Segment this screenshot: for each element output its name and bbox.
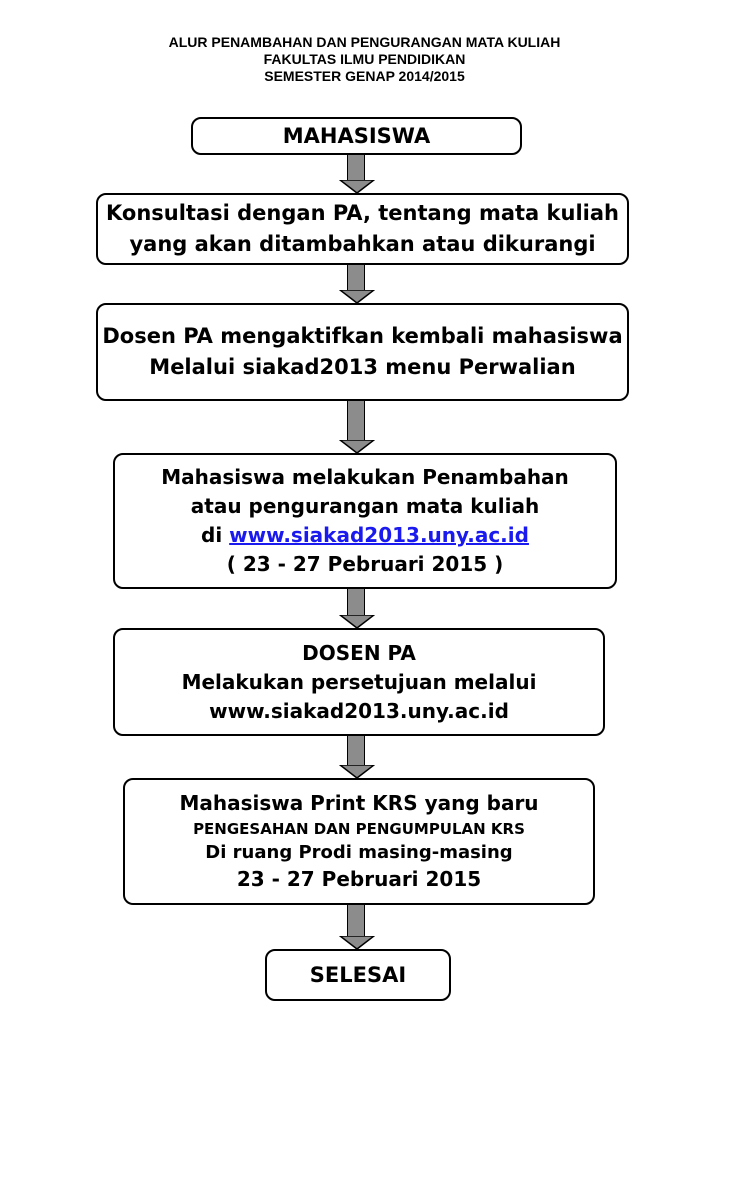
end-label: SELESAI bbox=[309, 962, 407, 987]
arrow-down-5 bbox=[339, 736, 375, 779]
arrow-down-4 bbox=[339, 589, 375, 629]
step-course-change-line2: atau pengurangan mata kuliah bbox=[190, 494, 540, 518]
step-activation-line2: Melalui siakad2013 menu Perwalian bbox=[149, 355, 576, 379]
step-course-change-prefix: di bbox=[201, 523, 230, 547]
step-consultation-line1: Konsultasi dengan PA, tentang mata kuliah bbox=[106, 201, 619, 225]
siakad-link[interactable]: www.siakad2013.uny.ac.id bbox=[229, 523, 529, 547]
end-box bbox=[265, 949, 451, 1001]
step-print-krs-line2: PENGESAHAN DAN PENGUMPULAN KRS bbox=[193, 820, 525, 838]
arrow-down-1 bbox=[339, 155, 375, 194]
start-box bbox=[191, 117, 522, 155]
header-semester: SEMESTER GENAP 2014/2015 bbox=[264, 68, 465, 84]
step-print-krs-line1: Mahasiswa Print KRS yang baru bbox=[179, 791, 539, 815]
arrow-down-6 bbox=[339, 905, 375, 950]
step-approval-line2: Melakukan persetujuan melalui bbox=[181, 669, 537, 694]
step-approval-line3: www.siakad2013.uny.ac.id bbox=[209, 698, 509, 723]
flowchart-header bbox=[0, 34, 729, 85]
step-print-krs-line3: Di ruang Prodi masing-masing bbox=[205, 842, 513, 863]
step-course-change-line3 bbox=[201, 521, 529, 550]
step-course-change-box bbox=[113, 453, 617, 589]
step-activation-box bbox=[96, 303, 629, 401]
step-approval-line1: DOSEN PA bbox=[302, 640, 416, 665]
step-print-krs-line4: 23 - 27 Pebruari 2015 bbox=[236, 867, 482, 891]
step-consultation-box bbox=[96, 193, 629, 265]
step-print-krs-box bbox=[123, 778, 595, 905]
start-label: MAHASISWA bbox=[282, 123, 431, 148]
arrow-down-3 bbox=[339, 401, 375, 454]
header-faculty: FAKULTAS ILMU PENDIDIKAN bbox=[263, 51, 466, 67]
step-course-change-date: ( 23 - 27 Pebruari 2015 ) bbox=[226, 552, 504, 576]
header-title: ALUR PENAMBAHAN DAN PENGURANGAN MATA KULIAH bbox=[168, 34, 561, 50]
step-consultation-line2: yang akan ditambahkan atau dikurangi bbox=[129, 232, 596, 256]
arrow-down-2 bbox=[339, 265, 375, 304]
step-approval-box bbox=[113, 628, 605, 736]
step-activation-line1: Dosen PA mengaktifkan kembali mahasiswa bbox=[102, 324, 623, 348]
step-course-change-line1: Mahasiswa melakukan Penambahan bbox=[161, 465, 569, 489]
